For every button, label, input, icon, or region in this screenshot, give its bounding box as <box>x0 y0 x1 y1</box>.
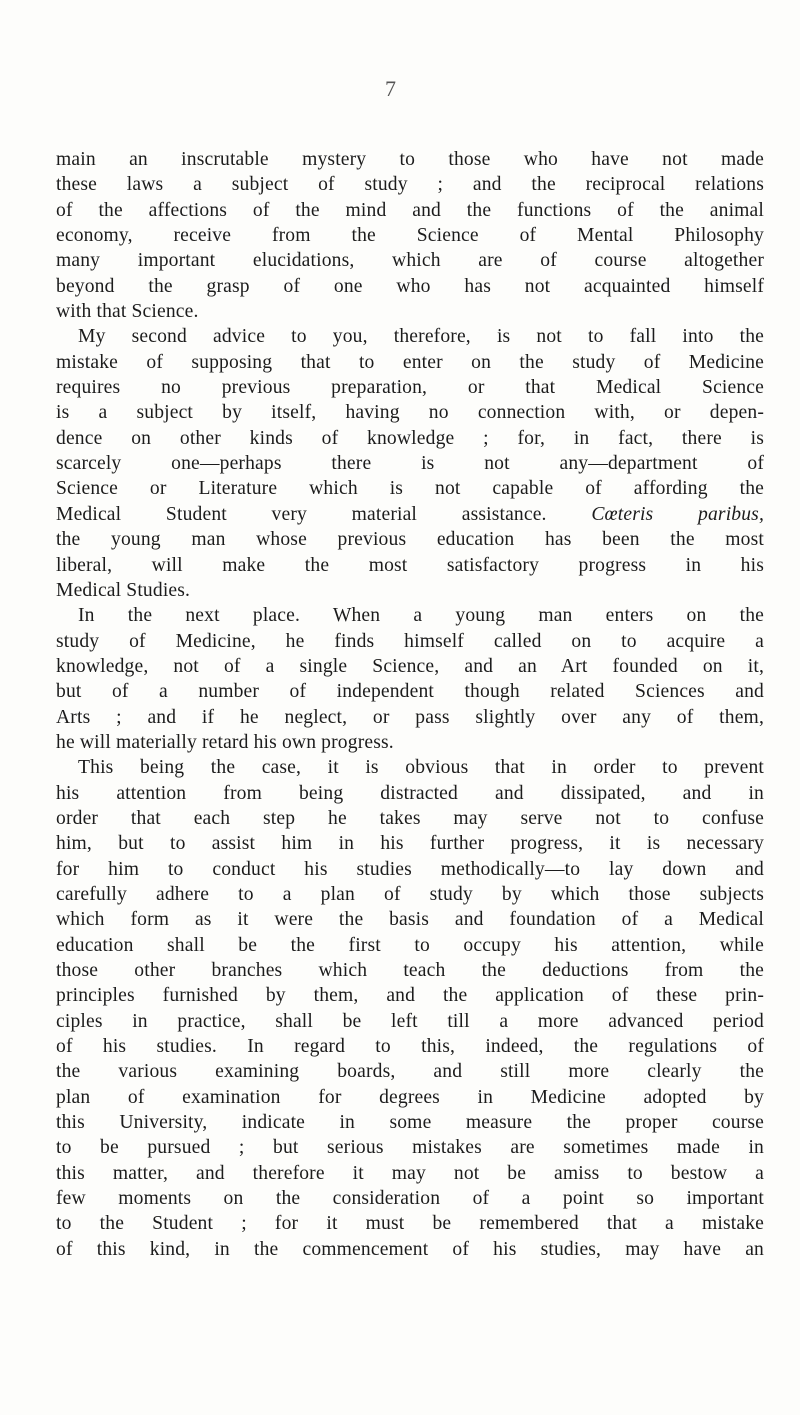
text-line: is a subject by itself, having no connection with, or depen- <box>56 402 764 424</box>
text-line: education shall be the first to occupy his attention, while <box>56 934 764 956</box>
text-line: with that Science. <box>56 301 199 323</box>
text-line: he will materially retard his own progress. <box>56 731 394 753</box>
text-line: requires no previous preparation, or that Medical Science <box>56 377 764 399</box>
text-line <box>56 502 764 527</box>
text-line: to the Student ; for it must be remembered that a mistake <box>56 1213 764 1235</box>
text-line: In the next place. When a young man enters on the <box>78 605 764 627</box>
text-line: to be pursued ; but serious mistakes are sometimes made in <box>56 1137 764 1159</box>
text-line: principles furnished by them, and the application of these prin- <box>56 985 764 1007</box>
text-line: scarcely one—perhaps there is not any—department of <box>56 453 764 475</box>
text-line: him, but to assist him in his further progress, it is necessary <box>56 833 764 855</box>
text-line: main an inscrutable mystery to those who have not made <box>56 149 764 170</box>
text-line: beyond the grasp of one who has not acquainted himself <box>56 275 764 297</box>
text-line: this matter, and therefore it may not be amiss to bestow a <box>56 1162 764 1184</box>
text-line: those other branches which teach the deductions from the <box>56 960 764 981</box>
page-number: 7 <box>385 76 396 101</box>
text-line: study of Medicine, he finds himself called on to acquire a <box>56 630 764 652</box>
text-line: Medical Studies. <box>56 579 191 601</box>
text-line: but of a number of independent though related Sciences and <box>56 681 764 703</box>
text-line: mistake of supposing that to enter on the study of Medicine <box>56 351 764 373</box>
text-line: This being the case, it is obvious that in order to prevent <box>78 757 764 779</box>
text-line: the various examining boards, and still more clearly the <box>56 1061 764 1083</box>
text-line: his attention from being distracted and dissipated, and in <box>56 782 764 804</box>
text-line: for him to conduct his studies methodically—to lay down and <box>56 858 764 880</box>
text-line: dence on other kinds of knowledge ; for, in fact, there is <box>56 427 764 449</box>
text-line: of the affections of the mind and the functions of the animal <box>56 199 764 221</box>
text-line: of this kind, in the commencement of his studies, may have an <box>56 1238 764 1260</box>
text-line: this University, indicate in some measure the proper course <box>56 1112 764 1134</box>
text-line: Science or Literature which is not capable of affording the <box>56 478 764 500</box>
text-line: which form as it were the basis and foundation of a Medical <box>56 909 764 931</box>
text-line: carefully adhere to a plan of study by which those subjects <box>56 883 764 905</box>
text-line: of his studies. In regard to this, indeed, the regulations of <box>56 1036 764 1058</box>
body-text <box>56 147 764 1262</box>
text-line: My second advice to you, therefore, is not to fall into the <box>78 326 764 348</box>
text-line: order that each step he takes may serve not to confuse <box>56 807 764 829</box>
text-line: ciples in practice, shall be left till a more advanced period <box>56 1010 764 1032</box>
text-line: few moments on the consideration of a point so important <box>56 1188 764 1210</box>
italic-phrase: Cœteris paribus, <box>591 503 765 525</box>
text-line: these laws a subject of study ; and the reciprocal relations <box>56 174 764 196</box>
text-line: the young man whose previous education has been the most <box>56 529 764 551</box>
text-line: Arts ; and if he neglect, or pass slightly over any of them, <box>56 706 764 728</box>
text-line: many important elucidations, which are of course altogether <box>56 250 764 272</box>
text-run: Medical Student very material assistance. <box>56 503 592 525</box>
text-line: liberal, will make the most satisfactory progress in his <box>56 554 764 576</box>
text-line: knowledge, not of a single Science, and an Art founded on it, <box>56 655 764 677</box>
text-line: economy, receive from the Science of Mental Philosophy <box>56 225 764 247</box>
text-line: plan of examination for degrees in Medicine adopted by <box>56 1086 764 1108</box>
